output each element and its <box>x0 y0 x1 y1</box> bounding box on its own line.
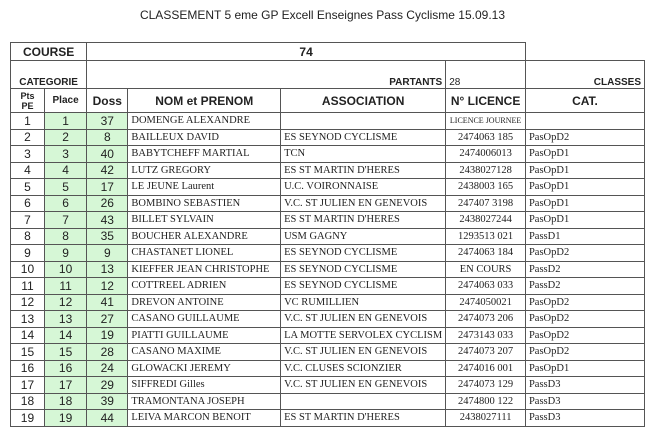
licence-cell: 2438003 165 <box>446 179 526 196</box>
place-cell: 12 <box>44 294 86 311</box>
header-pts: Pts PE <box>11 89 45 113</box>
category-cell: PasOpD2 <box>525 294 644 311</box>
pts-cell: 13 <box>11 311 45 328</box>
association-cell <box>281 393 446 410</box>
licence-cell: 2473143 033 <box>446 327 526 344</box>
header-place: Place <box>44 89 86 113</box>
doss-cell: 44 <box>87 410 128 427</box>
doss-cell: 26 <box>87 195 128 212</box>
place-cell: 3 <box>44 146 86 163</box>
partants-label: PARTANTS <box>87 61 446 89</box>
doss-cell: 28 <box>87 344 128 361</box>
association-cell: V.C. ST JULIEN EN GENEVOIS <box>281 195 446 212</box>
association-cell: V.C. ST JULIEN EN GENEVOIS <box>281 311 446 328</box>
doss-cell: 24 <box>87 360 128 377</box>
category-cell: PassD2 <box>525 278 644 295</box>
header-doss: Doss <box>87 89 128 113</box>
doss-cell: 39 <box>87 393 128 410</box>
category-cell: PassD3 <box>525 393 644 410</box>
association-cell: VC RUMILLIEN <box>281 294 446 311</box>
name-cell: PIATTI GUILLAUME <box>128 327 281 344</box>
place-cell: 6 <box>44 195 86 212</box>
licence-cell: 2474063 184 <box>446 245 526 262</box>
place-cell: 11 <box>44 278 86 295</box>
doss-cell: 43 <box>87 212 128 229</box>
pts-cell: 8 <box>11 228 45 245</box>
association-cell: ES ST MARTIN D'HERES <box>281 212 446 229</box>
association-cell: ES SEYNOD CYCLISME <box>281 261 446 278</box>
association-cell: V.C. ST JULIEN EN GENEVOIS <box>281 344 446 361</box>
table-row <box>11 393 645 410</box>
association-cell: V.C. CLUSES SCIONZIER <box>281 360 446 377</box>
category-cell <box>525 113 644 130</box>
doss-cell: 42 <box>87 162 128 179</box>
table-row <box>11 162 645 179</box>
place-cell: 19 <box>44 410 86 427</box>
association-cell <box>281 113 446 130</box>
category-cell: PasOpD1 <box>525 162 644 179</box>
place-cell: 7 <box>44 212 86 229</box>
place-cell: 16 <box>44 360 86 377</box>
doss-cell: 17 <box>87 179 128 196</box>
table-row <box>11 245 645 262</box>
association-cell: U.C. VOIRONNAISE <box>281 179 446 196</box>
table-row <box>11 228 645 245</box>
doss-cell: 9 <box>87 245 128 262</box>
results-table <box>10 42 645 427</box>
place-cell: 17 <box>44 377 86 394</box>
licence-cell: 2438027111 <box>446 410 526 427</box>
table-row <box>11 113 645 130</box>
place-cell: 9 <box>44 245 86 262</box>
place-cell: 1 <box>44 113 86 130</box>
place-cell: 4 <box>44 162 86 179</box>
name-cell: CHASTANET LIONEL <box>128 245 281 262</box>
category-cell: PasOpD1 <box>525 212 644 229</box>
table-row <box>11 146 645 163</box>
licence-cell: 2474016 001 <box>446 360 526 377</box>
category-cell: PasOpD1 <box>525 195 644 212</box>
licence-cell: EN COURS <box>446 261 526 278</box>
association-cell: USM GAGNY <box>281 228 446 245</box>
licence-cell: 2474063 033 <box>446 278 526 295</box>
association-cell: ES ST MARTIN D'HERES <box>281 410 446 427</box>
table-row <box>11 278 645 295</box>
doss-cell: 41 <box>87 294 128 311</box>
course-label: COURSE <box>11 43 87 61</box>
licence-cell: 2474063 185 <box>446 129 526 146</box>
name-cell: KIEFFER JEAN CHRISTOPHE <box>128 261 281 278</box>
association-cell: TCN <box>281 146 446 163</box>
name-cell: CASANO MAXIME <box>128 344 281 361</box>
categorie-label: CATEGORIE <box>11 61 87 89</box>
course-row <box>11 43 645 61</box>
association-cell: ES SEYNOD CYCLISME <box>281 245 446 262</box>
pts-cell: 14 <box>11 327 45 344</box>
header-nom: NOM et PRENOM <box>128 89 281 113</box>
pts-cell: 17 <box>11 377 45 394</box>
licence-cell: 2474050021 <box>446 294 526 311</box>
table-row <box>11 195 645 212</box>
association-cell: ES ST MARTIN D'HERES <box>281 162 446 179</box>
document-title: CLASSEMENT 5 eme GP Excell Enseignes Pass Cyclisme 15.09.13 <box>139 8 506 22</box>
category-cell: PasOpD2 <box>525 311 644 328</box>
category-cell: PasOpD2 <box>525 129 644 146</box>
licence-cell: 2474800 122 <box>446 393 526 410</box>
table-row <box>11 129 645 146</box>
name-cell: LEIVA MARCON BENOIT <box>128 410 281 427</box>
classes-label: CLASSES <box>525 61 644 89</box>
place-cell: 8 <box>44 228 86 245</box>
pts-cell: 12 <box>11 294 45 311</box>
pts-cell: 16 <box>11 360 45 377</box>
doss-cell: 19 <box>87 327 128 344</box>
licence-cell: 2474073 206 <box>446 311 526 328</box>
licence-cell: 2438027244 <box>446 212 526 229</box>
pts-cell: 2 <box>11 129 45 146</box>
category-cell: PasOpD1 <box>525 179 644 196</box>
pts-cell: 7 <box>11 212 45 229</box>
doss-cell: 8 <box>87 129 128 146</box>
course-value: 74 <box>87 43 526 61</box>
doss-cell: 13 <box>87 261 128 278</box>
association-cell: LA MOTTE SERVOLEX CYCLISM <box>281 327 446 344</box>
name-cell: LE JEUNE Laurent <box>128 179 281 196</box>
name-cell: SIFFREDI Gilles <box>128 377 281 394</box>
place-cell: 15 <box>44 344 86 361</box>
place-cell: 14 <box>44 327 86 344</box>
licence-cell: 2474073 129 <box>446 377 526 394</box>
doss-cell: 37 <box>87 113 128 130</box>
category-cell: PasOpD2 <box>525 245 644 262</box>
pts-cell: 4 <box>11 162 45 179</box>
category-cell: PasOpD2 <box>525 344 644 361</box>
licence-cell: LICENCE JOURNEE <box>446 113 526 130</box>
header-cat: CAT. <box>525 89 644 113</box>
partants-value: 28 <box>446 61 526 89</box>
name-cell: BAILLEUX DAVID <box>128 129 281 146</box>
doss-cell: 12 <box>87 278 128 295</box>
place-cell: 18 <box>44 393 86 410</box>
pts-cell: 11 <box>11 278 45 295</box>
doss-cell: 29 <box>87 377 128 394</box>
category-cell: PassD2 <box>525 261 644 278</box>
category-cell: PassD3 <box>525 410 644 427</box>
category-cell: PassD3 <box>525 377 644 394</box>
name-cell: COTTREEL ADRIEN <box>128 278 281 295</box>
table-row <box>11 179 645 196</box>
licence-cell: 247407 3198 <box>446 195 526 212</box>
place-cell: 13 <box>44 311 86 328</box>
table-row <box>11 327 645 344</box>
pts-cell: 18 <box>11 393 45 410</box>
name-cell: TRAMONTANA JOSEPH <box>128 393 281 410</box>
category-cell: PassD1 <box>525 228 644 245</box>
category-cell: PasOpD2 <box>525 327 644 344</box>
header-licence: N° LICENCE <box>446 89 526 113</box>
name-cell: BOUCHER ALEXANDRE <box>128 228 281 245</box>
name-cell: DREVON ANTOINE <box>128 294 281 311</box>
doss-cell: 35 <box>87 228 128 245</box>
name-cell: GLOWACKI JEREMY <box>128 360 281 377</box>
pts-cell: 5 <box>11 179 45 196</box>
association-cell: ES SEYNOD CYCLISME <box>281 278 446 295</box>
licence-cell: 2438027128 <box>446 162 526 179</box>
header-row <box>11 89 645 113</box>
place-cell: 5 <box>44 179 86 196</box>
table-row <box>11 360 645 377</box>
doss-cell: 27 <box>87 311 128 328</box>
pts-cell: 3 <box>11 146 45 163</box>
table-row <box>11 377 645 394</box>
pts-cell: 19 <box>11 410 45 427</box>
table-row <box>11 261 645 278</box>
name-cell: CASANO GUILLAUME <box>128 311 281 328</box>
header-association: ASSOCIATION <box>281 89 446 113</box>
name-cell: DOMENGE ALEXANDRE <box>128 113 281 130</box>
pts-cell: 1 <box>11 113 45 130</box>
categorie-row <box>11 61 645 89</box>
name-cell: BILLET SYLVAIN <box>128 212 281 229</box>
pts-cell: 6 <box>11 195 45 212</box>
name-cell: BOMBINO SEBASTIEN <box>128 195 281 212</box>
category-cell: PasOpD1 <box>525 360 644 377</box>
table-row <box>11 344 645 361</box>
table-row <box>11 212 645 229</box>
table-row <box>11 294 645 311</box>
table-row <box>11 410 645 427</box>
place-cell: 2 <box>44 129 86 146</box>
pts-cell: 9 <box>11 245 45 262</box>
table-row <box>11 311 645 328</box>
licence-cell: 2474006013 <box>446 146 526 163</box>
association-cell: V.C. ST JULIEN EN GENEVOIS <box>281 377 446 394</box>
place-cell: 10 <box>44 261 86 278</box>
licence-cell: 1293513 021 <box>446 228 526 245</box>
pts-cell: 15 <box>11 344 45 361</box>
doss-cell: 40 <box>87 146 128 163</box>
association-cell: ES SEYNOD CYCLISME <box>281 129 446 146</box>
licence-cell: 2474073 207 <box>446 344 526 361</box>
pts-cell: 10 <box>11 261 45 278</box>
name-cell: BABYTCHEFF MARTIAL <box>128 146 281 163</box>
category-cell: PasOpD1 <box>525 146 644 163</box>
name-cell: LUTZ GREGORY <box>128 162 281 179</box>
